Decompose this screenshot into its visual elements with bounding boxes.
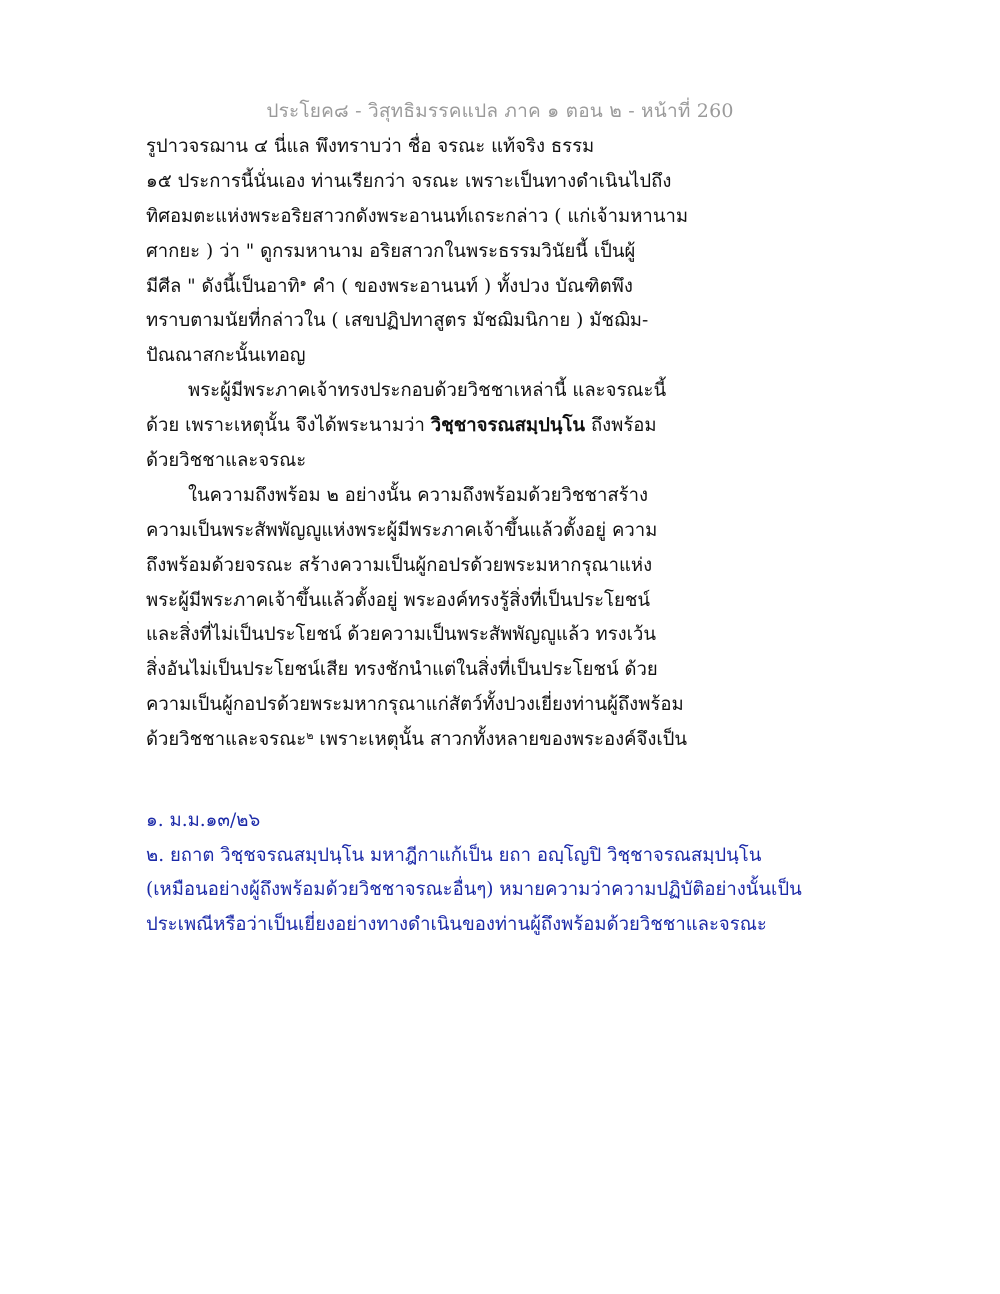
footnote-2-line: ๒. ยถาต วิชฺชจรณสมฺปนฺโน มหาฎีกาแก้เป็น ยถา อญฺโญปิ วิชฺชาจรณสมฺปนฺโน xyxy=(146,844,762,866)
text-line: ความเป็นผู้กอปรด้วยพระมหากรุณาแก่สัตว์ทั้งปวงเยี่ยงท่านผู้ถึงพร้อม xyxy=(146,694,684,716)
footnote-2-line: (เหมือนอย่างผู้ถึงพร้อมด้วยวิชชาจรณะอื่นๆ) หมายความว่าความปฏิบัติอย่างนั้นเป็น xyxy=(146,879,802,900)
footnote-1: ๑. ม.ม.๑๓/๒๖ xyxy=(146,810,261,831)
text-span: มีศีล " ดังนี้เป็นอาทิ xyxy=(146,275,300,297)
text-span: ด้วย เพราะเหตุนั้น จึงได้พระนามว่า xyxy=(146,415,431,437)
text-line xyxy=(146,270,666,305)
text-line xyxy=(146,723,688,758)
main-text xyxy=(146,130,689,758)
page-header: ประโยค๘ - วิสุทธิมรรคแปล ภาค ๑ ตอน ๒ - หน้าที่ 260 xyxy=(266,100,734,122)
text-span: คำ ( ของพระอานนท์ ) ทั้งปวง บัณฑิตพึง xyxy=(306,275,633,297)
text-line: ทิศอมตะแห่งพระอริยสาวกดังพระอานนท์เถระกล่าว ( แก่เจ้ามหานาม xyxy=(146,205,689,227)
text-line: ถึงพร้อมด้วยจรณะ สร้างความเป็นผู้กอปรด้วยพระมหากรุณาแห่ง xyxy=(146,554,653,576)
text-span: เพราะเหตุนั้น สาวกทั้งหลายของพระองค์จึงเป็น xyxy=(313,729,688,751)
text-line: พระผู้มีพระภาคเจ้าทรงประกอบด้วยวิชชาเหล่านี้ และจรณะนี้ xyxy=(188,380,667,402)
text-span: ถึงพร้อม xyxy=(585,415,657,437)
text-line xyxy=(146,409,666,444)
footnote-ref-2: ๒ xyxy=(306,729,314,743)
text-line: สิ่งอันไม่เป็นประโยชน์เสีย ทรงชักนำแต่ในสิ่งที่เป็นประโยชน์ ด้วย xyxy=(146,659,658,681)
text-line: ๑๕ ประการนี้นั่นเอง ท่านเรียกว่า จรณะ เพราะเป็นทางดำเนินไปถึง xyxy=(146,170,672,192)
text-line: ปัณณาสกะนั้นเทอญ xyxy=(146,345,306,367)
text-line: และสิ่งที่ไม่เป็นประโยชน์ ด้วยความเป็นพระสัพพัญญูแล้ว ทรงเว้น xyxy=(146,624,657,646)
footnote-2-line: ประเพณีหรือว่าเป็นเยี่ยงอย่างทางดำเนินของท่านผู้ถึงพร้อมด้วยวิชชาและจรณะ xyxy=(146,913,767,935)
text-line: ทราบตามนัยที่กล่าวใน ( เสขปฏิปทาสูตร มัชฌิมนิกาย ) มัชฌิม- xyxy=(146,310,649,332)
text-line: รูปาวจรฌาน ๔ นี่แล พึงทราบว่า ชื่อ จรณะ แท้จริง ธรรม xyxy=(146,136,595,157)
text-line: ศากยะ ) ว่า " ดูกรมหานาม อริยสาวกในพระธรรมวินัยนี้ เป็นผู้ xyxy=(146,240,636,262)
text-line: พระผู้มีพระภาคเจ้าขึ้นแล้วตั้งอยู่ พระองค์ทรงรู้สิ่งที่เป็นประโยชน์ xyxy=(146,589,651,611)
footnotes xyxy=(146,804,802,942)
text-span: ด้วยวิชชาและจรณะ xyxy=(146,729,307,751)
text-line: ในความถึงพร้อม ๒ อย่างนั้น ความถึงพร้อมด้วยวิชชาสร้าง xyxy=(188,484,648,506)
footnote-ref-1: ๑ xyxy=(299,275,307,289)
bold-term: วิชฺชาจรณสมฺปนฺโน xyxy=(430,415,586,437)
text-line: ความเป็นพระสัพพัญญูแห่งพระผู้มีพระภาคเจ้าขึ้นแล้วตั้งอยู่ ความ xyxy=(146,519,658,541)
text-line: ด้วยวิชชาและจรณะ xyxy=(146,450,307,472)
